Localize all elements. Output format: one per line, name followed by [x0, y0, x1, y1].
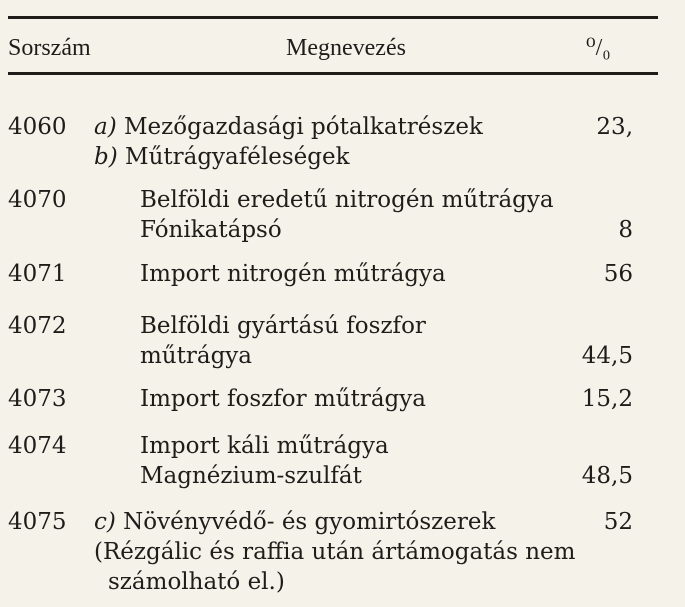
row-description-text: (Rézgálic és raffia után ártámogatás nem — [94, 539, 576, 565]
row-percent-value: 8 — [618, 217, 633, 243]
row-percent-value: 23, — [596, 114, 633, 140]
row-description-text: számolható el.) — [108, 569, 285, 595]
column-header-name: Megnevezés — [286, 35, 406, 61]
row-description-text: Belföldi gyártású foszfor — [140, 313, 426, 339]
row-description-text: Fónikatápsó — [140, 217, 282, 243]
row-number: 4074 — [8, 433, 67, 459]
row-description-line — [94, 112, 483, 143]
row-number: 4072 — [8, 313, 67, 339]
row-description-line — [140, 341, 252, 372]
row-description-text: Import nitrogén műtrágya — [140, 261, 446, 287]
row-description-line — [140, 215, 282, 246]
row-description-text: Belföldi eredetű nitrogén műtrágya — [140, 187, 554, 213]
row-description-line — [94, 537, 575, 568]
row-description-text: Műtrágyaféleségek — [125, 144, 350, 170]
row-description-line — [140, 311, 426, 342]
row-number: 4075 — [8, 509, 67, 535]
table-header-rule — [8, 72, 658, 75]
row-description-line — [140, 185, 554, 216]
row-description-line — [140, 384, 426, 415]
row-description-line — [140, 461, 362, 492]
row-item-label: c) — [94, 509, 116, 535]
row-number: 4070 — [8, 187, 67, 213]
row-description-line — [94, 142, 350, 173]
row-item-label: b) — [94, 144, 118, 170]
row-description-line — [140, 431, 389, 462]
row-percent-value: 15,2 — [581, 386, 633, 412]
row-description-text: Magnézium-szulfát — [140, 463, 362, 489]
row-percent-value: 56 — [603, 261, 633, 287]
row-number: 4073 — [8, 386, 67, 412]
row-percent-value: 52 — [603, 509, 633, 535]
row-description-text: műtrágya — [140, 343, 253, 369]
column-header-percent: ⁰/₀ — [586, 35, 611, 61]
row-description-text: Mezőgazdasági pótalkatrészek — [124, 114, 483, 140]
row-description-text: Import káli műtrágya — [140, 433, 389, 459]
row-item-label: a) — [94, 114, 117, 140]
table-top-rule — [8, 16, 658, 19]
row-description-line — [94, 507, 495, 538]
row-number: 4071 — [8, 261, 67, 287]
row-description-text: Import foszfor műtrágya — [140, 386, 426, 412]
row-description-line — [140, 259, 446, 290]
row-description-text: Növényvédő- és gyomirtószerek — [123, 509, 496, 535]
column-header-number: Sorszám — [8, 35, 91, 61]
row-number: 4060 — [8, 114, 67, 140]
row-description-line — [108, 567, 285, 598]
row-percent-value: 48,5 — [581, 463, 633, 489]
row-percent-value: 44,5 — [581, 343, 633, 369]
